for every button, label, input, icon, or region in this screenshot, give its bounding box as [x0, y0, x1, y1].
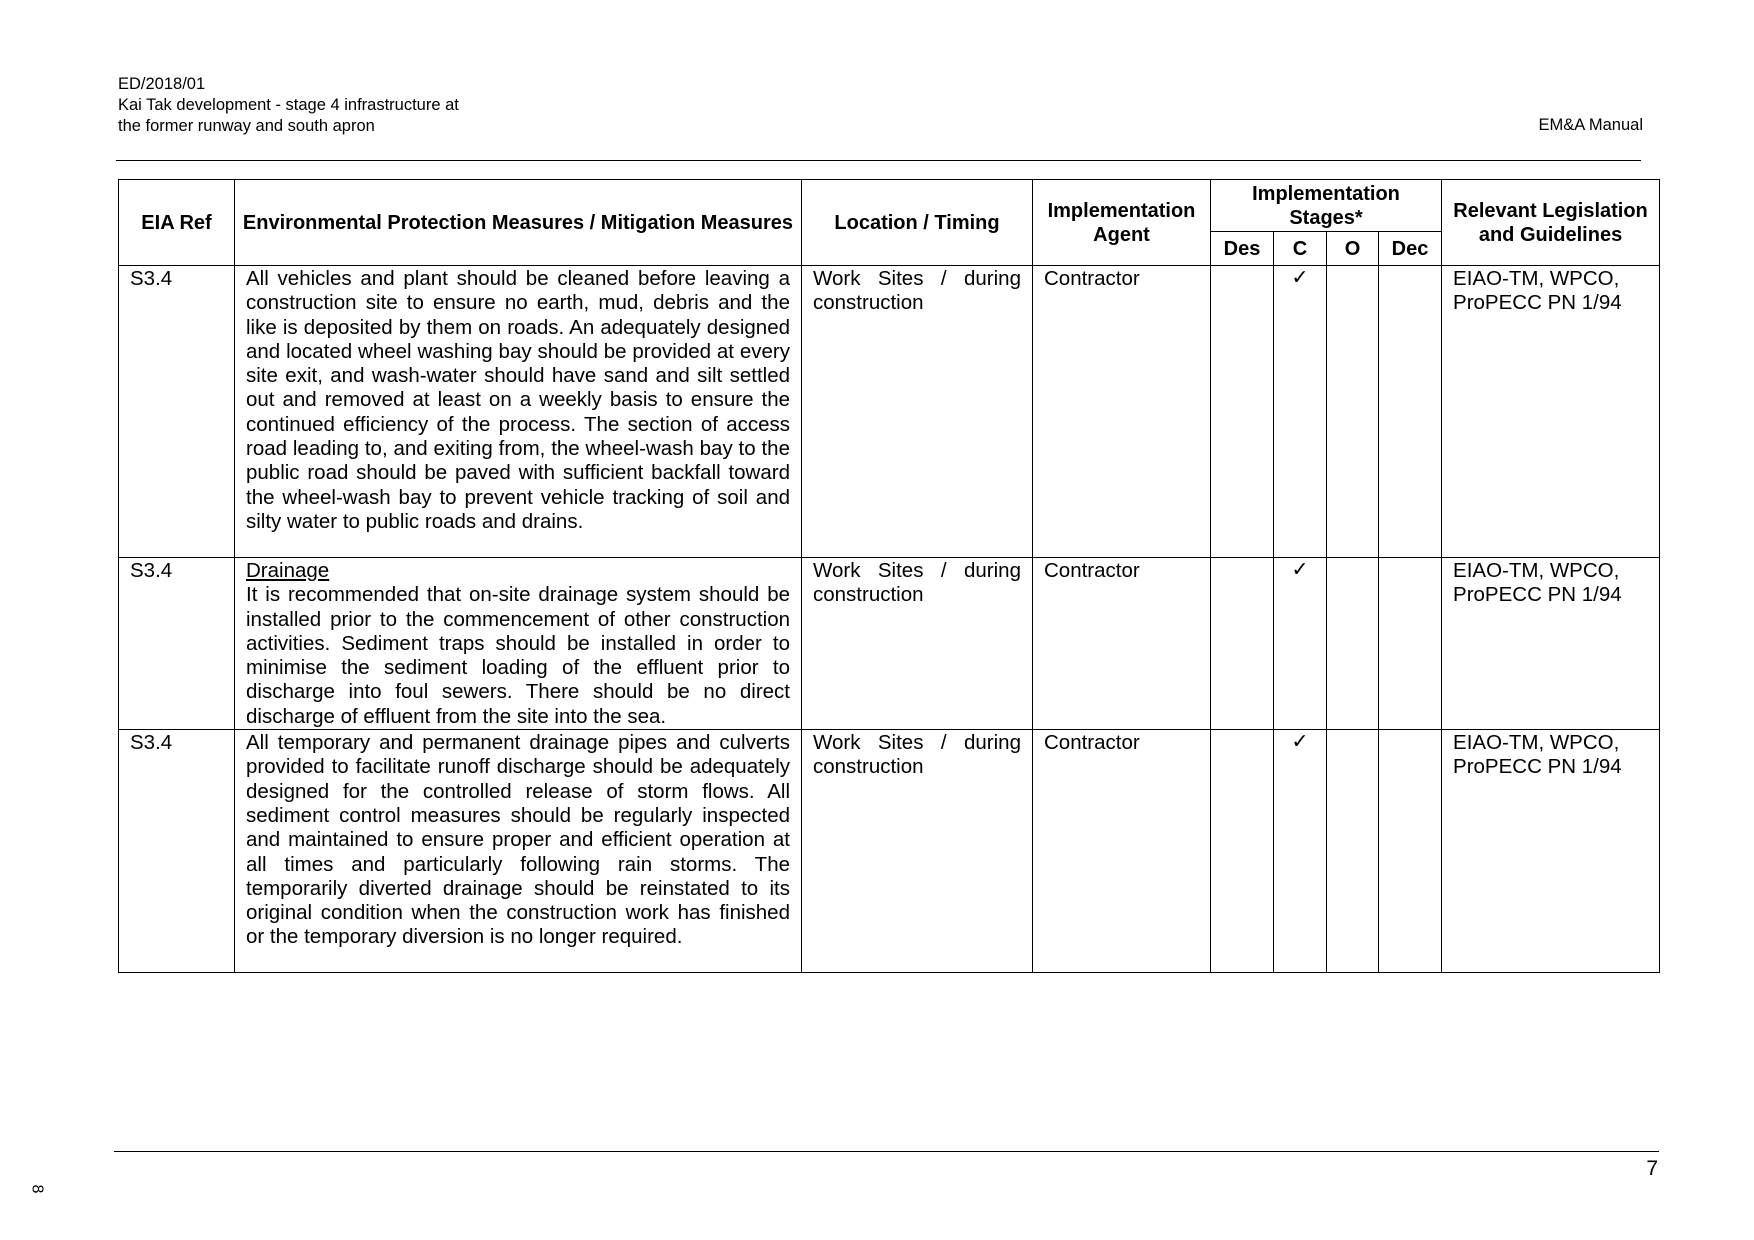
measure-cell — [235, 730, 802, 973]
stage-des-cell — [1211, 558, 1274, 730]
location-cell: Work Sites / during construction — [802, 266, 1033, 558]
table-row — [119, 730, 1660, 973]
manual-name: EM&A Manual — [1538, 116, 1643, 134]
stage-c-check-icon: ✓ — [1274, 266, 1327, 558]
stage-o-cell — [1327, 730, 1379, 973]
doc-title-line-1: Kai Tak development - stage 4 infrastructure at — [118, 96, 459, 114]
stage-c-check-icon: ✓ — [1274, 558, 1327, 730]
legislation-cell: EIAO-TM, WPCO, ProPECC PN 1/94 — [1442, 266, 1660, 558]
header-measures: Environmental Protection Measures / Mitigation Measures — [235, 180, 802, 266]
agent-cell: Contractor — [1033, 558, 1211, 730]
header-implementation-stages: Implementation Stages* — [1211, 180, 1442, 232]
stage-o-cell — [1327, 558, 1379, 730]
agent-cell: Contractor — [1033, 266, 1211, 558]
side-page-number: 8 — [28, 1184, 46, 1194]
stage-dec-cell — [1379, 730, 1442, 973]
stage-des-cell — [1211, 266, 1274, 558]
header-stage-dec: Dec — [1379, 232, 1442, 266]
mitigation-measures-table — [118, 179, 1660, 973]
footer-divider — [114, 1151, 1659, 1152]
header-implementation-agent: Implementation Agent — [1033, 180, 1211, 266]
table-row — [119, 266, 1660, 558]
table-row — [119, 558, 1660, 730]
stage-dec-cell — [1379, 558, 1442, 730]
stage-dec-cell — [1379, 266, 1442, 558]
measure-cell — [235, 558, 802, 730]
header-stage-c: C — [1274, 232, 1327, 266]
measure-subheading: Drainage — [246, 559, 330, 582]
stage-o-cell — [1327, 266, 1379, 558]
doc-title-line-2: the former runway and south apron — [118, 117, 375, 135]
eia-ref-cell: S3.4 — [119, 558, 235, 730]
eia-ref-cell: S3.4 — [119, 730, 235, 973]
legislation-cell: EIAO-TM, WPCO, ProPECC PN 1/94 — [1442, 558, 1660, 730]
location-cell: Work Sites / during construction — [802, 558, 1033, 730]
legislation-cell: EIAO-TM, WPCO, ProPECC PN 1/94 — [1442, 730, 1660, 973]
document-header — [118, 74, 459, 137]
measure-text: All vehicles and plant should be cleaned before leaving a construction site to ensure no earth, mud, debris and the like is deposited by them on roads. An adequately designed and located wheel washing bay should be provided at every site exit, and wash-water should have sand and silt settled out and removed at least on a weekly basis to ensure the continued efficiency of the process. The section of access road leading to, and exiting from, the wheel-wash bay to the public road should be paved with sufficient backfall toward the wheel-wash bay to prevent vehicle tracking of soil and silty water to public roads and drains. — [246, 267, 790, 533]
header-eia-ref: EIA Ref — [119, 180, 235, 266]
measure-text: It is recommended that on-site drainage system should be installed prior to the commencement of other construction activities. Sediment traps should be installed in order to minimise the sediment loading of the effluent prior to discharge into foul sewers. There should be no direct discharge of effluent from the site into the sea. — [246, 583, 790, 728]
stage-des-cell — [1211, 730, 1274, 973]
page-number: 7 — [1646, 1157, 1658, 1180]
header-location-timing: Location / Timing — [802, 180, 1033, 266]
measure-text: All temporary and permanent drainage pipes and culverts provided to facilitate runoff discharge should be adequately designed for the controlled release of storm flows. All sediment control measures should be regularly inspected and maintained to ensure proper and efficient operation at all times and particularly following rain storms. The temporarily diverted drainage should be reinstated to its original condition when the construction work has finished or the temporary diversion is no longer required. — [246, 731, 790, 949]
header-divider — [116, 160, 1641, 161]
doc-reference: ED/2018/01 — [118, 75, 206, 93]
header-stage-des: Des — [1211, 232, 1274, 266]
agent-cell: Contractor — [1033, 730, 1211, 973]
measure-cell — [235, 266, 802, 558]
stage-c-check-icon: ✓ — [1274, 730, 1327, 973]
location-cell: Work Sites / during construction — [802, 730, 1033, 973]
eia-ref-cell: S3.4 — [119, 266, 235, 558]
header-stage-o: O — [1327, 232, 1379, 266]
header-legislation: Relevant Legislation and Guidelines — [1442, 180, 1660, 266]
